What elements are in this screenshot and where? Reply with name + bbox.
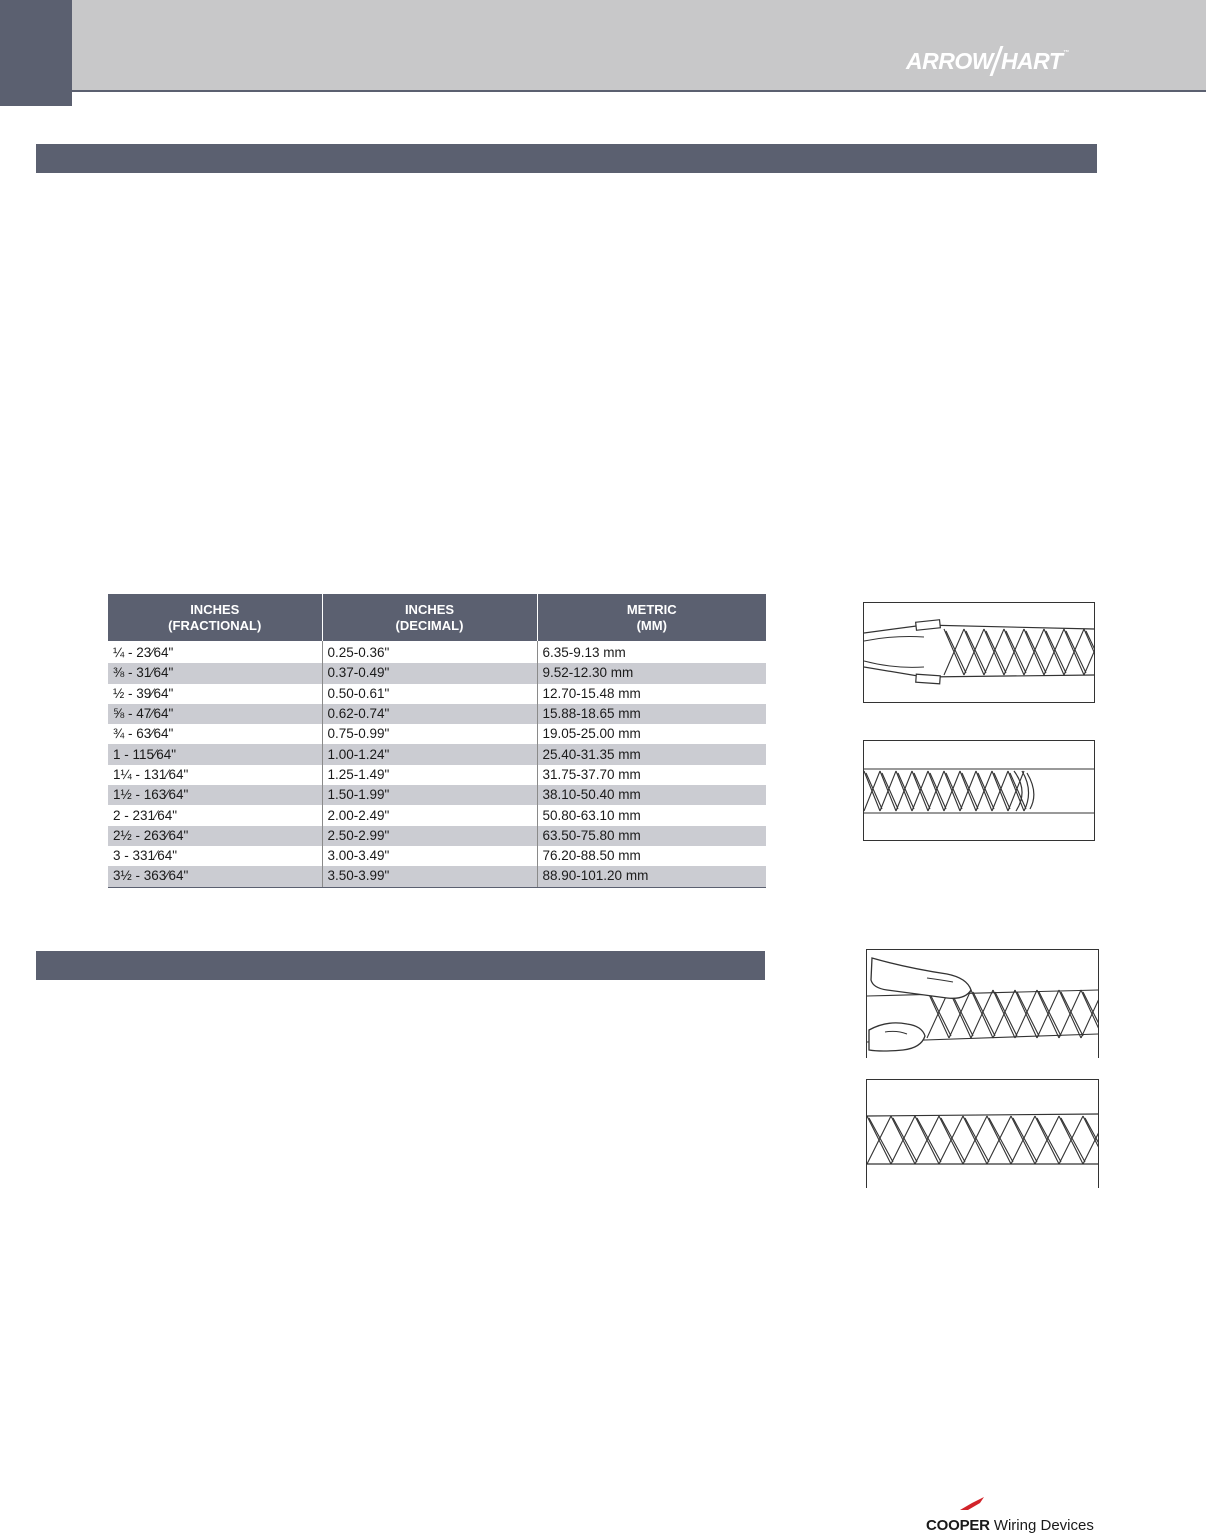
cell-fractional: ⅜ - 31⁄64" xyxy=(108,663,322,683)
table-row xyxy=(108,724,766,744)
cell-metric: 19.05-25.00 mm xyxy=(537,724,766,744)
logo-trademark: ™ xyxy=(1063,50,1069,56)
table-header-row xyxy=(108,594,766,641)
cell-metric: 63.50-75.80 mm xyxy=(537,826,766,846)
header-rule xyxy=(72,90,1206,92)
logo-hart-text: HART xyxy=(1000,47,1063,74)
cell-metric: 50.80-63.10 mm xyxy=(537,805,766,825)
cooper-wiring-devices-logo xyxy=(926,1512,1094,1534)
cell-metric: 25.40-31.35 mm xyxy=(537,744,766,764)
header-band xyxy=(0,0,1206,90)
cell-fractional: 2½ - 263⁄64" xyxy=(108,826,322,846)
header-metric-label: METRIC (MM) xyxy=(626,601,677,633)
table-row xyxy=(108,826,766,846)
cell-decimal: 1.00-1.24" xyxy=(322,744,537,764)
cell-metric: 38.10-50.40 mm xyxy=(537,785,766,805)
cell-metric: 31.75-37.70 mm xyxy=(537,765,766,785)
cell-fractional: ½ - 39⁄64" xyxy=(113,685,174,701)
table-row xyxy=(108,765,766,785)
section-bar-top xyxy=(36,144,1097,173)
cell-decimal: 1.25-1.49" xyxy=(322,765,537,785)
table-row xyxy=(108,744,766,764)
cable-range-table xyxy=(108,594,766,888)
footer-division: Wiring Devices xyxy=(993,1517,1094,1534)
cell-metric: 76.20-88.50 mm xyxy=(537,846,766,866)
cell-metric: 12.70-15.48 mm xyxy=(537,684,766,704)
cell-decimal: 0.50-0.61" xyxy=(322,684,537,704)
footer-brand: COOPER xyxy=(926,1517,990,1534)
cell-metric: 15.88-18.65 mm xyxy=(537,704,766,724)
cell-fractional: 1¼ - 131⁄64" xyxy=(113,766,189,782)
cell-metric: 88.90-101.20 mm xyxy=(537,866,766,887)
table-row xyxy=(108,785,766,805)
cell-metric: 6.35-9.13 mm xyxy=(537,641,766,663)
cell-fractional: 1 - 115⁄64" xyxy=(108,744,322,764)
arrow-hart-logo xyxy=(906,46,1069,76)
header-fractional xyxy=(108,594,322,641)
grip-illustration-completed xyxy=(866,1079,1099,1188)
cell-fractional: 3½ - 363⁄64" xyxy=(108,866,322,887)
cell-decimal: 2.00-2.49" xyxy=(322,805,537,825)
logo-arrow-text: ARROW xyxy=(906,47,993,74)
table-row xyxy=(108,846,766,866)
cell-fractional: ¾ - 63⁄64" xyxy=(113,726,174,742)
header-decimal-label: INCHES (DECIMAL) xyxy=(395,601,464,633)
grip-illustration-braid-end xyxy=(863,740,1095,841)
cell-fractional: ¼ - 23⁄64" xyxy=(113,645,174,661)
cell-decimal: 3.00-3.49" xyxy=(322,846,537,866)
table-row xyxy=(108,641,766,663)
cell-decimal: 0.62-0.74" xyxy=(322,704,537,724)
table-row xyxy=(108,866,766,887)
cell-fractional: 3 - 331⁄64" xyxy=(113,848,178,864)
cell-fractional: ⅝ - 47⁄64" xyxy=(108,704,322,724)
table-row xyxy=(108,684,766,704)
section-bar-bottom xyxy=(36,951,765,980)
cell-fractional: 1½ - 163⁄64" xyxy=(108,785,322,805)
table-row xyxy=(108,704,766,724)
cooper-mark-icon xyxy=(958,1497,984,1511)
grip-illustration-hand-install xyxy=(866,949,1099,1058)
cell-fractional: 2 - 231⁄64" xyxy=(113,807,178,823)
grip-illustration-installed-eyes xyxy=(863,602,1095,703)
header-fractional-label: INCHES (FRACTIONAL) xyxy=(168,601,262,633)
cell-decimal: 0.75-0.99" xyxy=(322,724,537,744)
table-row xyxy=(108,805,766,825)
cell-decimal: 2.50-2.99" xyxy=(322,826,537,846)
cell-decimal: 3.50-3.99" xyxy=(322,866,537,887)
cell-metric: 9.52-12.30 mm xyxy=(537,663,766,683)
header-metric xyxy=(537,594,766,641)
cell-decimal: 0.25-0.36" xyxy=(322,641,537,663)
table-row xyxy=(108,663,766,683)
cell-decimal: 1.50-1.99" xyxy=(322,785,537,805)
header-tab xyxy=(0,0,72,106)
header-decimal xyxy=(322,594,537,641)
cell-decimal: 0.37-0.49" xyxy=(322,663,537,683)
